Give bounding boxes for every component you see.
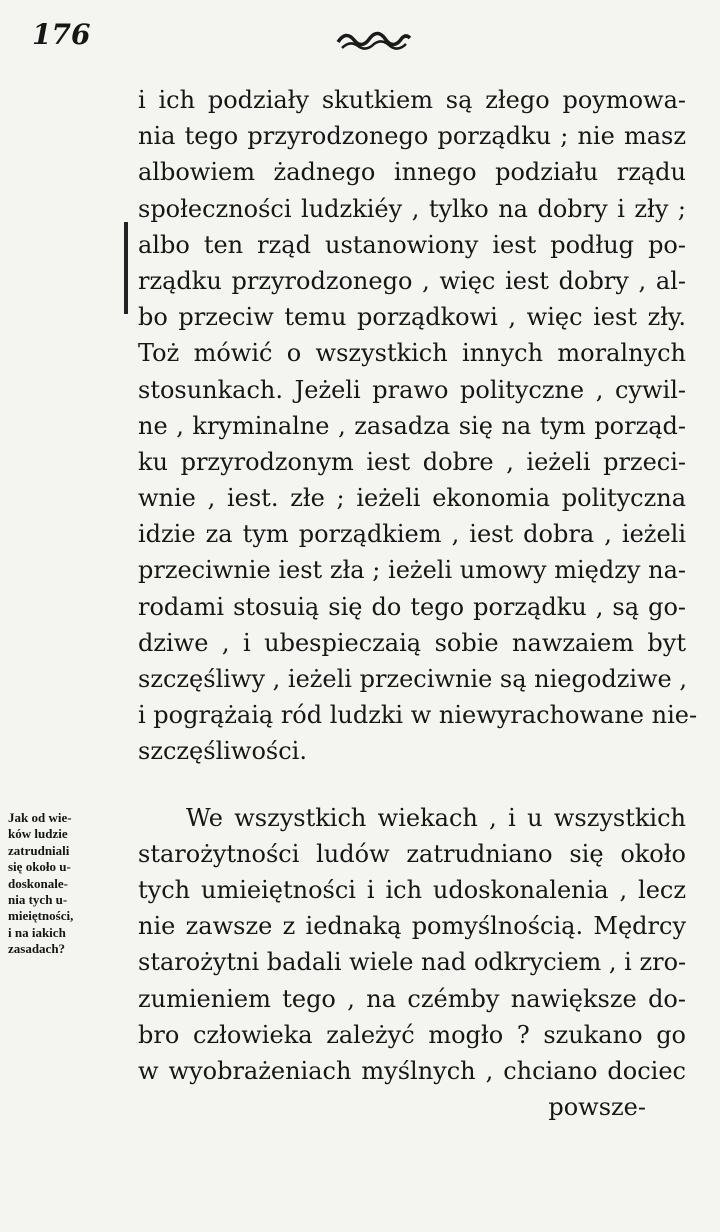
- margin-note-line: mieiętności,: [8, 908, 74, 924]
- text-line: i pogrążaią ród ludzki w niewyrachowane nie-: [138, 701, 698, 730]
- text-line: bo przeciw temu porządkowi , więc iest zły.: [138, 303, 686, 332]
- margin-note-line: ków ludzie: [8, 826, 68, 842]
- margin-note-line: się około u-: [8, 859, 71, 875]
- margin-note-line: nia tych u-: [8, 892, 68, 908]
- text-line: nia tego przyrodzonego porządku ; nie masz: [138, 122, 686, 151]
- text-line: szczęśliwy , ieżeli przeciwnie są niegodziwe ,: [138, 665, 688, 693]
- catchword: powsze-: [548, 1093, 646, 1122]
- text-line: rządku przyrodzonego , więc iest dobry , al-: [138, 266, 686, 295]
- text-line: We wszystkich wiekach , i u wszystkich: [186, 803, 686, 832]
- margin-note-line: zasadach?: [8, 941, 66, 957]
- text-line: zumieniem tego , na czémby nawiększe do-: [138, 984, 686, 1013]
- text-line: dziwe , i ubespieczaią sobie nawzaiem byt: [138, 628, 686, 657]
- margin-note-line: doskonale-: [8, 875, 68, 891]
- main-text: [138, 82, 698, 1125]
- text-line: i ich podziały skutkiem są złego poymowa-: [138, 86, 686, 114]
- text-line: tych umieiętności i ich udoskonalenia , lecz: [138, 875, 686, 904]
- text-line: bro człowieka zależyć mogło ? szukano go: [138, 1020, 686, 1049]
- text-line: społeczności ludzkiéy , tylko na dobry i zły ;: [138, 194, 686, 223]
- text-line: starożytni badali wiele nad odkryciem , i zro-: [138, 948, 687, 977]
- margin-note: [8, 810, 126, 958]
- text-line: przeciwnie iest zła ; ieżeli umowy między na-: [138, 556, 686, 585]
- text-line: albowiem żadnego innego podziału rządu: [138, 158, 686, 187]
- text-line: idzie za tym porządkiem , iest dobra , ieżeli: [138, 520, 686, 549]
- text-line: wnie , iest. złe ; ieżeli ekonomia polityczna: [138, 484, 686, 513]
- page-number: 176: [32, 18, 91, 51]
- text-line: stosunkach. Jeżeli prawo polityczne , cywil-: [138, 375, 686, 404]
- text-line: ku przyrodzonym iest dobre , ieżeli przeci-: [138, 447, 686, 476]
- margin-note-line: i na iakich: [8, 924, 66, 940]
- text-line: Toż mówić o wszystkich innych moralnych: [138, 339, 686, 368]
- text-line: nie zawsze z iednaką pomyślnością. Mędrcy: [138, 912, 686, 941]
- text-line: starożytności ludów zatrudniano się około: [138, 839, 686, 868]
- text-line: ne , kryminalne , zasadza się na tym porząd-: [138, 411, 686, 440]
- header-ornament: [336, 26, 412, 54]
- text-line: szczęśliwości.: [138, 737, 307, 766]
- margin-note-line: Jak od wie-: [8, 810, 72, 825]
- margin-mark: [124, 222, 128, 314]
- paragraph-gap: [138, 770, 686, 800]
- text-line: w wyobrażeniach myślnych , chciano dociec: [138, 1056, 686, 1085]
- margin-note-line: zatrudniali: [8, 842, 70, 858]
- text-line: rodami stosuią się do tego porządku , są go-: [138, 592, 686, 621]
- text-line: albo ten rząd ustanowiony iest podług po-: [138, 230, 686, 259]
